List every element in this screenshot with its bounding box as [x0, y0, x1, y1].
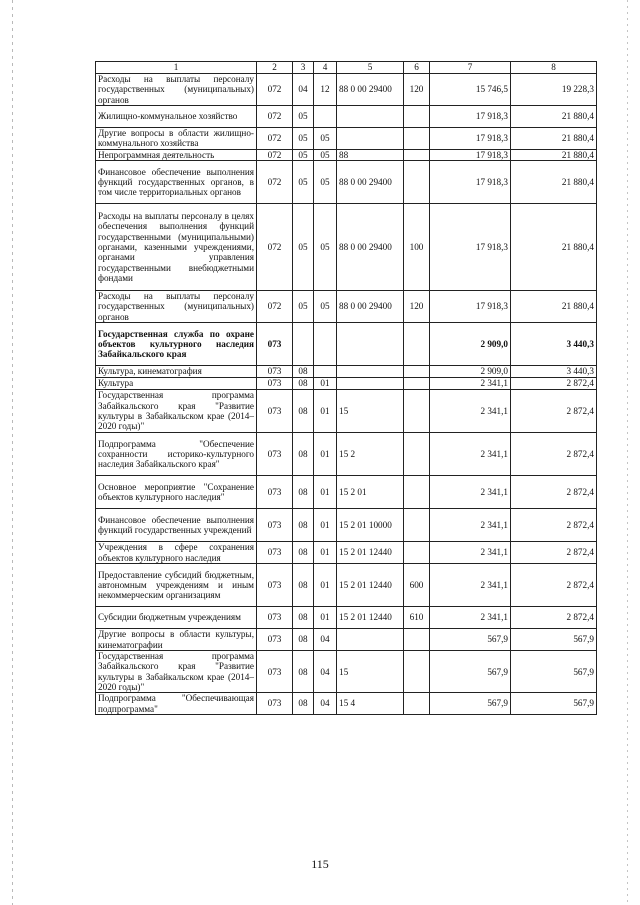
cell-ved-code: 072 [257, 74, 293, 106]
cell-expense-type [404, 476, 430, 509]
cell-target-article [337, 629, 404, 651]
page-number: 115 [311, 857, 329, 871]
cell-section: 08 [293, 564, 314, 607]
cell-name: Другие вопросы в области культуры, кинематографии [96, 629, 257, 651]
header-col-3: 3 [293, 62, 314, 74]
cell-ved-code: 072 [257, 105, 293, 127]
cell-expense-type [404, 693, 430, 715]
cell-subsection: 01 [314, 564, 337, 607]
cell-target-article: 88 0 00 29400 [337, 291, 404, 323]
cell-amount-year-1: 567,9 [430, 693, 511, 715]
cell-expense-type: 120 [404, 291, 430, 323]
cell-amount-year-2: 2 872,4 [511, 378, 597, 390]
cell-subsection: 01 [314, 542, 337, 564]
cell-name: Непрограммная деятельность [96, 149, 257, 160]
cell-section: 08 [293, 651, 314, 693]
cell-amount-year-2: 567,9 [511, 651, 597, 693]
table-row [96, 149, 597, 160]
cell-name: Расходы на выплаты персоналу государственных (муниципальных) органов [96, 74, 257, 106]
cell-ved-code: 072 [257, 291, 293, 323]
table-row [96, 378, 597, 390]
header-col-5: 5 [337, 62, 404, 74]
cell-name: Государственная программа Забайкальского края "Развитие культуры в Забайкальском крае (2014–2020 годы)" [96, 651, 257, 693]
table-row [96, 366, 597, 378]
cell-expense-type [404, 161, 430, 204]
cell-amount-year-1: 2 341,1 [430, 509, 511, 542]
cell-name: Государственная служба по охране объектов культурного наследия Забайкальского края [96, 323, 257, 366]
table-row [96, 105, 597, 127]
cell-amount-year-2: 2 872,4 [511, 542, 597, 564]
cell-subsection: 01 [314, 476, 337, 509]
cell-subsection: 04 [314, 651, 337, 693]
cell-target-article: 15 2 01 12440 [337, 564, 404, 607]
cell-name: Основное мероприятие "Сохранение объектов культурного наследия" [96, 476, 257, 509]
cell-ved-code: 073 [257, 476, 293, 509]
cell-target-article: 15 2 [337, 433, 404, 476]
cell-name: Подпрограмма "Обеспечивающая подпрограмма" [96, 693, 257, 715]
cell-name: Учреждения в сфере сохранения объектов культурного наследия [96, 542, 257, 564]
cell-subsection: 12 [314, 74, 337, 106]
cell-target-article: 15 2 01 [337, 476, 404, 509]
cell-name: Подпрограмма "Обеспечение сохранности историко-культурного наследия Забайкальского края" [96, 433, 257, 476]
cell-section: 08 [293, 693, 314, 715]
table-row [96, 433, 597, 476]
cell-amount-year-2: 2 872,4 [511, 564, 597, 607]
cell-amount-year-2: 19 228,3 [511, 74, 597, 106]
budget-table [95, 61, 597, 715]
table-row [96, 564, 597, 607]
cell-amount-year-1: 17 918,3 [430, 291, 511, 323]
cell-amount-year-2: 3 440,3 [511, 366, 597, 378]
scan-edge-right [627, 0, 628, 905]
cell-amount-year-1: 567,9 [430, 629, 511, 651]
cell-amount-year-2: 21 880,4 [511, 127, 597, 149]
cell-target-article [337, 323, 404, 366]
cell-expense-type [404, 366, 430, 378]
cell-expense-type [404, 323, 430, 366]
cell-target-article: 15 4 [337, 693, 404, 715]
cell-subsection: 05 [314, 149, 337, 160]
cell-target-article: 88 0 00 29400 [337, 74, 404, 106]
table-row [96, 476, 597, 509]
cell-expense-type [404, 390, 430, 433]
cell-amount-year-2: 21 880,4 [511, 204, 597, 291]
cell-amount-year-2: 2 872,4 [511, 476, 597, 509]
cell-name: Культура, кинематография [96, 366, 257, 378]
cell-ved-code: 073 [257, 366, 293, 378]
cell-ved-code: 073 [257, 651, 293, 693]
cell-amount-year-1: 2 909,0 [430, 366, 511, 378]
cell-target-article: 88 [337, 149, 404, 160]
table-row [96, 693, 597, 715]
table-row [96, 161, 597, 204]
cell-target-article [337, 105, 404, 127]
cell-ved-code: 073 [257, 323, 293, 366]
cell-target-article: 15 2 01 10000 [337, 509, 404, 542]
cell-subsection: 05 [314, 291, 337, 323]
cell-amount-year-2: 2 872,4 [511, 433, 597, 476]
cell-ved-code: 073 [257, 390, 293, 433]
cell-amount-year-2: 21 880,4 [511, 291, 597, 323]
cell-section: 08 [293, 378, 314, 390]
cell-expense-type [404, 651, 430, 693]
header-col-2: 2 [257, 62, 293, 74]
cell-target-article [337, 127, 404, 149]
header-col-7: 7 [430, 62, 511, 74]
cell-section: 08 [293, 433, 314, 476]
cell-amount-year-1: 2 341,1 [430, 433, 511, 476]
cell-section [293, 323, 314, 366]
cell-subsection: 01 [314, 607, 337, 629]
table-row [96, 291, 597, 323]
table-row [96, 629, 597, 651]
cell-amount-year-2: 21 880,4 [511, 149, 597, 160]
cell-amount-year-1: 2 341,1 [430, 476, 511, 509]
cell-amount-year-2: 567,9 [511, 693, 597, 715]
cell-ved-code: 072 [257, 127, 293, 149]
cell-amount-year-1: 17 918,3 [430, 204, 511, 291]
cell-expense-type: 610 [404, 607, 430, 629]
table-header-row [96, 62, 597, 74]
header-col-6: 6 [404, 62, 430, 74]
cell-ved-code: 073 [257, 509, 293, 542]
header-col-1: 1 [96, 62, 257, 74]
budget-table-body [96, 62, 597, 715]
cell-section: 05 [293, 291, 314, 323]
cell-expense-type: 120 [404, 74, 430, 106]
cell-expense-type [404, 542, 430, 564]
cell-expense-type: 100 [404, 204, 430, 291]
cell-section: 05 [293, 105, 314, 127]
cell-section: 04 [293, 74, 314, 106]
cell-name: Субсидии бюджетным учреждениям [96, 607, 257, 629]
cell-section: 05 [293, 204, 314, 291]
cell-section: 08 [293, 542, 314, 564]
cell-expense-type [404, 378, 430, 390]
cell-expense-type [404, 149, 430, 160]
cell-subsection: 05 [314, 127, 337, 149]
cell-target-article [337, 378, 404, 390]
cell-ved-code: 073 [257, 433, 293, 476]
cell-target-article: 15 2 01 12440 [337, 542, 404, 564]
cell-amount-year-1: 17 918,3 [430, 127, 511, 149]
table-row [96, 323, 597, 366]
cell-section: 05 [293, 127, 314, 149]
header-col-8: 8 [511, 62, 597, 74]
cell-ved-code: 073 [257, 607, 293, 629]
table-row [96, 542, 597, 564]
cell-name: Расходы на выплаты персоналу в целях обеспечения выполнения функций государственными (муниципальными) органами, казенными учреждениями, органами управления государственными внебюджетными фондами [96, 204, 257, 291]
cell-amount-year-1: 2 341,1 [430, 390, 511, 433]
scan-edge-left [12, 0, 13, 905]
cell-target-article [337, 366, 404, 378]
cell-subsection: 01 [314, 509, 337, 542]
cell-target-article: 15 2 01 12440 [337, 607, 404, 629]
cell-expense-type [404, 105, 430, 127]
cell-subsection: 01 [314, 433, 337, 476]
cell-section: 08 [293, 390, 314, 433]
cell-name: Жилищно-коммунальное хозяйство [96, 105, 257, 127]
cell-subsection [314, 366, 337, 378]
cell-amount-year-2: 2 872,4 [511, 509, 597, 542]
cell-expense-type: 600 [404, 564, 430, 607]
cell-name: Другие вопросы в области жилищно-коммунального хозяйства [96, 127, 257, 149]
cell-amount-year-1: 2 341,1 [430, 607, 511, 629]
cell-name: Предоставление субсидий бюджетным, автономным учреждениям и иным некоммерческим организациям [96, 564, 257, 607]
cell-amount-year-1: 2 341,1 [430, 378, 511, 390]
cell-subsection: 01 [314, 390, 337, 433]
cell-amount-year-1: 567,9 [430, 651, 511, 693]
table-row [96, 390, 597, 433]
cell-section: 05 [293, 161, 314, 204]
cell-subsection: 01 [314, 378, 337, 390]
cell-name: Государственная программа Забайкальского края "Развитие культуры в Забайкальском крае (2014–2020 годы)" [96, 390, 257, 433]
cell-expense-type [404, 127, 430, 149]
cell-section: 08 [293, 509, 314, 542]
cell-subsection: 05 [314, 161, 337, 204]
cell-target-article: 15 [337, 651, 404, 693]
cell-ved-code: 072 [257, 204, 293, 291]
cell-target-article: 15 [337, 390, 404, 433]
table-row [96, 509, 597, 542]
cell-amount-year-1: 17 918,3 [430, 149, 511, 160]
cell-section: 08 [293, 476, 314, 509]
cell-name: Расходы на выплаты персоналу государственных (муниципальных) органов [96, 291, 257, 323]
cell-name: Культура [96, 378, 257, 390]
cell-subsection: 04 [314, 693, 337, 715]
cell-section: 08 [293, 629, 314, 651]
cell-expense-type [404, 629, 430, 651]
cell-section: 08 [293, 607, 314, 629]
table-row [96, 607, 597, 629]
cell-expense-type [404, 509, 430, 542]
cell-amount-year-2: 21 880,4 [511, 161, 597, 204]
cell-target-article: 88 0 00 29400 [337, 204, 404, 291]
table-row [96, 127, 597, 149]
cell-ved-code: 072 [257, 149, 293, 160]
cell-amount-year-1: 2 341,1 [430, 542, 511, 564]
cell-ved-code: 073 [257, 378, 293, 390]
cell-subsection: 04 [314, 629, 337, 651]
cell-target-article: 88 0 00 29400 [337, 161, 404, 204]
cell-ved-code: 072 [257, 161, 293, 204]
cell-amount-year-1: 15 746,5 [430, 74, 511, 106]
cell-ved-code: 073 [257, 542, 293, 564]
cell-section: 08 [293, 366, 314, 378]
cell-expense-type [404, 433, 430, 476]
cell-amount-year-1: 2 909,0 [430, 323, 511, 366]
cell-subsection: 05 [314, 204, 337, 291]
cell-amount-year-2: 567,9 [511, 629, 597, 651]
cell-amount-year-2: 2 872,4 [511, 390, 597, 433]
cell-section: 05 [293, 149, 314, 160]
table-row [96, 651, 597, 693]
table-row [96, 74, 597, 106]
cell-subsection [314, 323, 337, 366]
cell-amount-year-2: 21 880,4 [511, 105, 597, 127]
cell-subsection [314, 105, 337, 127]
cell-amount-year-2: 3 440,3 [511, 323, 597, 366]
cell-amount-year-1: 2 341,1 [430, 564, 511, 607]
cell-amount-year-1: 17 918,3 [430, 161, 511, 204]
header-col-4: 4 [314, 62, 337, 74]
cell-amount-year-2: 2 872,4 [511, 607, 597, 629]
cell-ved-code: 073 [257, 564, 293, 607]
cell-amount-year-1: 17 918,3 [430, 105, 511, 127]
cell-name: Финансовое обеспечение выполнения функций государственных учреждений [96, 509, 257, 542]
cell-name: Финансовое обеспечение выполнения функций государственных органов, в том числе территориальных органов [96, 161, 257, 204]
cell-ved-code: 073 [257, 629, 293, 651]
cell-ved-code: 073 [257, 693, 293, 715]
table-row [96, 204, 597, 291]
